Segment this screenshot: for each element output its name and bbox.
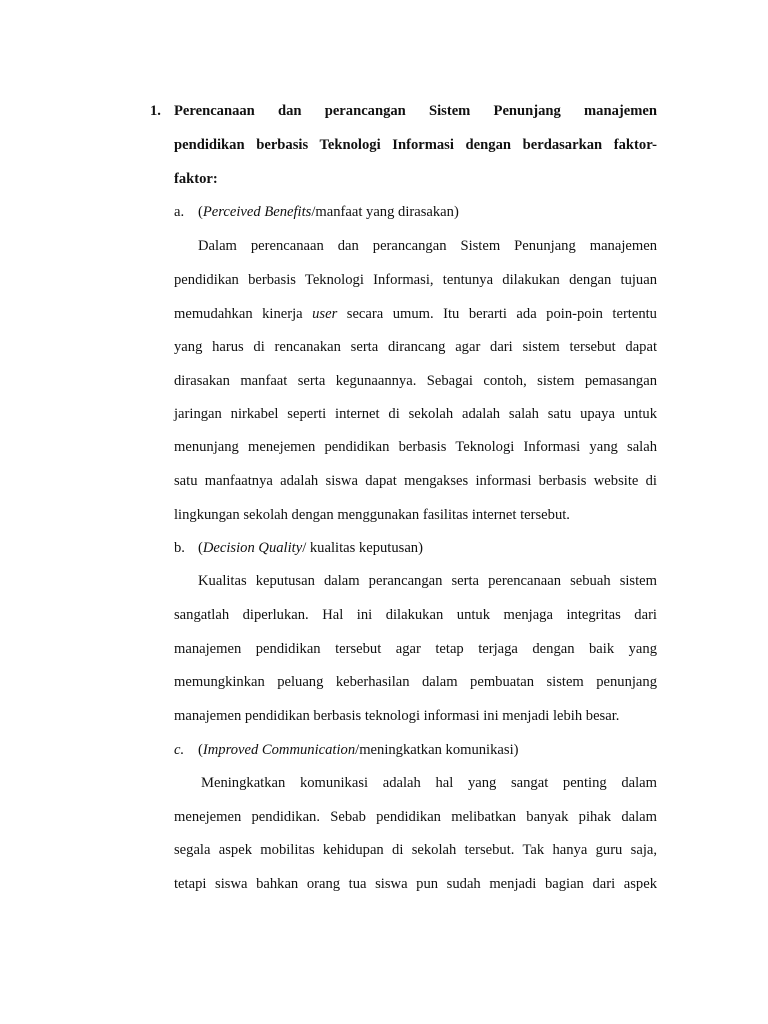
para-c-line-2: menejemen pendidikan. Sebab pendidikan melibatkan banyak pihak dalam xyxy=(174,809,657,825)
para-c-line-1: Meningkatkan komunikasi adalah hal yang sangat penting dalam xyxy=(201,775,657,791)
subitem-c-marker: c. xyxy=(174,742,185,758)
subitem-b-term: Decision Quality xyxy=(202,540,303,556)
para-b-line-5: manajemen pendidikan berbasis teknologi informasi ini menjadi lebih besar. xyxy=(174,708,620,724)
para-b-line-4: memungkinkan peluang keberhasilan dalam pembuatan sistem penunjang xyxy=(174,674,657,690)
para-a-line-8: satu manfaatnya adalah siswa dapat mengakses informasi berbasis website di xyxy=(174,473,657,489)
para-b-line-1: Kualitas keputusan dalam perancangan serta perencanaan sebuah sistem xyxy=(198,573,657,589)
section-heading-line-3: faktor: xyxy=(174,171,218,187)
subitem-b-marker: b. xyxy=(174,540,185,556)
para-a-line-1: Dalam perencanaan dan perancangan Sistem Penunjang manajemen xyxy=(198,238,657,254)
subitem-a-gloss: /manfaat yang dirasakan) xyxy=(311,204,459,220)
subitem-c-term: Improved Communication xyxy=(202,742,356,758)
para-a-line-3: memudahkan kinerja user secara umum. Itu berarti ada poin-poin tertentu xyxy=(174,306,657,322)
para-a-line-2: pendidikan berbasis Teknologi Informasi, tentunya dilakukan dengan tujuan xyxy=(174,272,657,288)
subitem-a-title: a. (Perceived Benefits/manfaat yang dirasakan) xyxy=(174,204,459,220)
section-number: 1. xyxy=(150,103,161,119)
subitem-c-gloss: /meningkatkan komunikasi) xyxy=(355,742,519,758)
italic-user-term: user xyxy=(312,306,338,322)
para-a-line-9: lingkungan sekolah dengan menggunakan fasilitas internet tersebut. xyxy=(174,507,570,523)
subitem-b-gloss: / kualitas keputusan) xyxy=(302,540,423,556)
subitem-b-title: b. (Decision Quality/ kualitas keputusan) xyxy=(174,540,423,556)
subitem-c-title: c. (Improved Communication/meningkatkan komunikasi) xyxy=(174,742,519,758)
section-heading-line-1: Perencanaan dan perancangan Sistem Penunjang manajemen xyxy=(174,103,657,119)
para-c-line-4: tetapi siswa bahkan orang tua siswa pun sudah menjadi bagian dari aspek xyxy=(174,876,657,892)
para-a-line-4: yang harus di rencanakan serta dirancang agar dari sistem tersebut dapat xyxy=(174,339,657,355)
para-c-line-3: segala aspek mobilitas kehidupan di sekolah tersebut. Tak hanya guru saja, xyxy=(174,842,657,858)
subitem-a-marker: a. xyxy=(174,204,185,220)
para-a-line-5: dirasakan manfaat serta kegunaannya. Sebagai contoh, sistem pemasangan xyxy=(174,373,657,389)
para-b-line-2: sangatlah diperlukan. Hal ini dilakukan untuk menjaga integritas dari xyxy=(174,607,657,623)
para-a-line-7: menunjang menejemen pendidikan berbasis Teknologi Informasi yang salah xyxy=(174,439,657,455)
section-heading-line-2: pendidikan berbasis Teknologi Informasi dengan berdasarkan faktor- xyxy=(174,137,657,153)
para-a-line-6: jaringan nirkabel seperti internet di sekolah adalah salah satu upaya untuk xyxy=(174,406,657,422)
subitem-a-term: Perceived Benefits xyxy=(202,204,312,220)
para-b-line-3: manajemen pendidikan tersebut agar tetap terjaga dengan baik yang xyxy=(174,641,657,657)
